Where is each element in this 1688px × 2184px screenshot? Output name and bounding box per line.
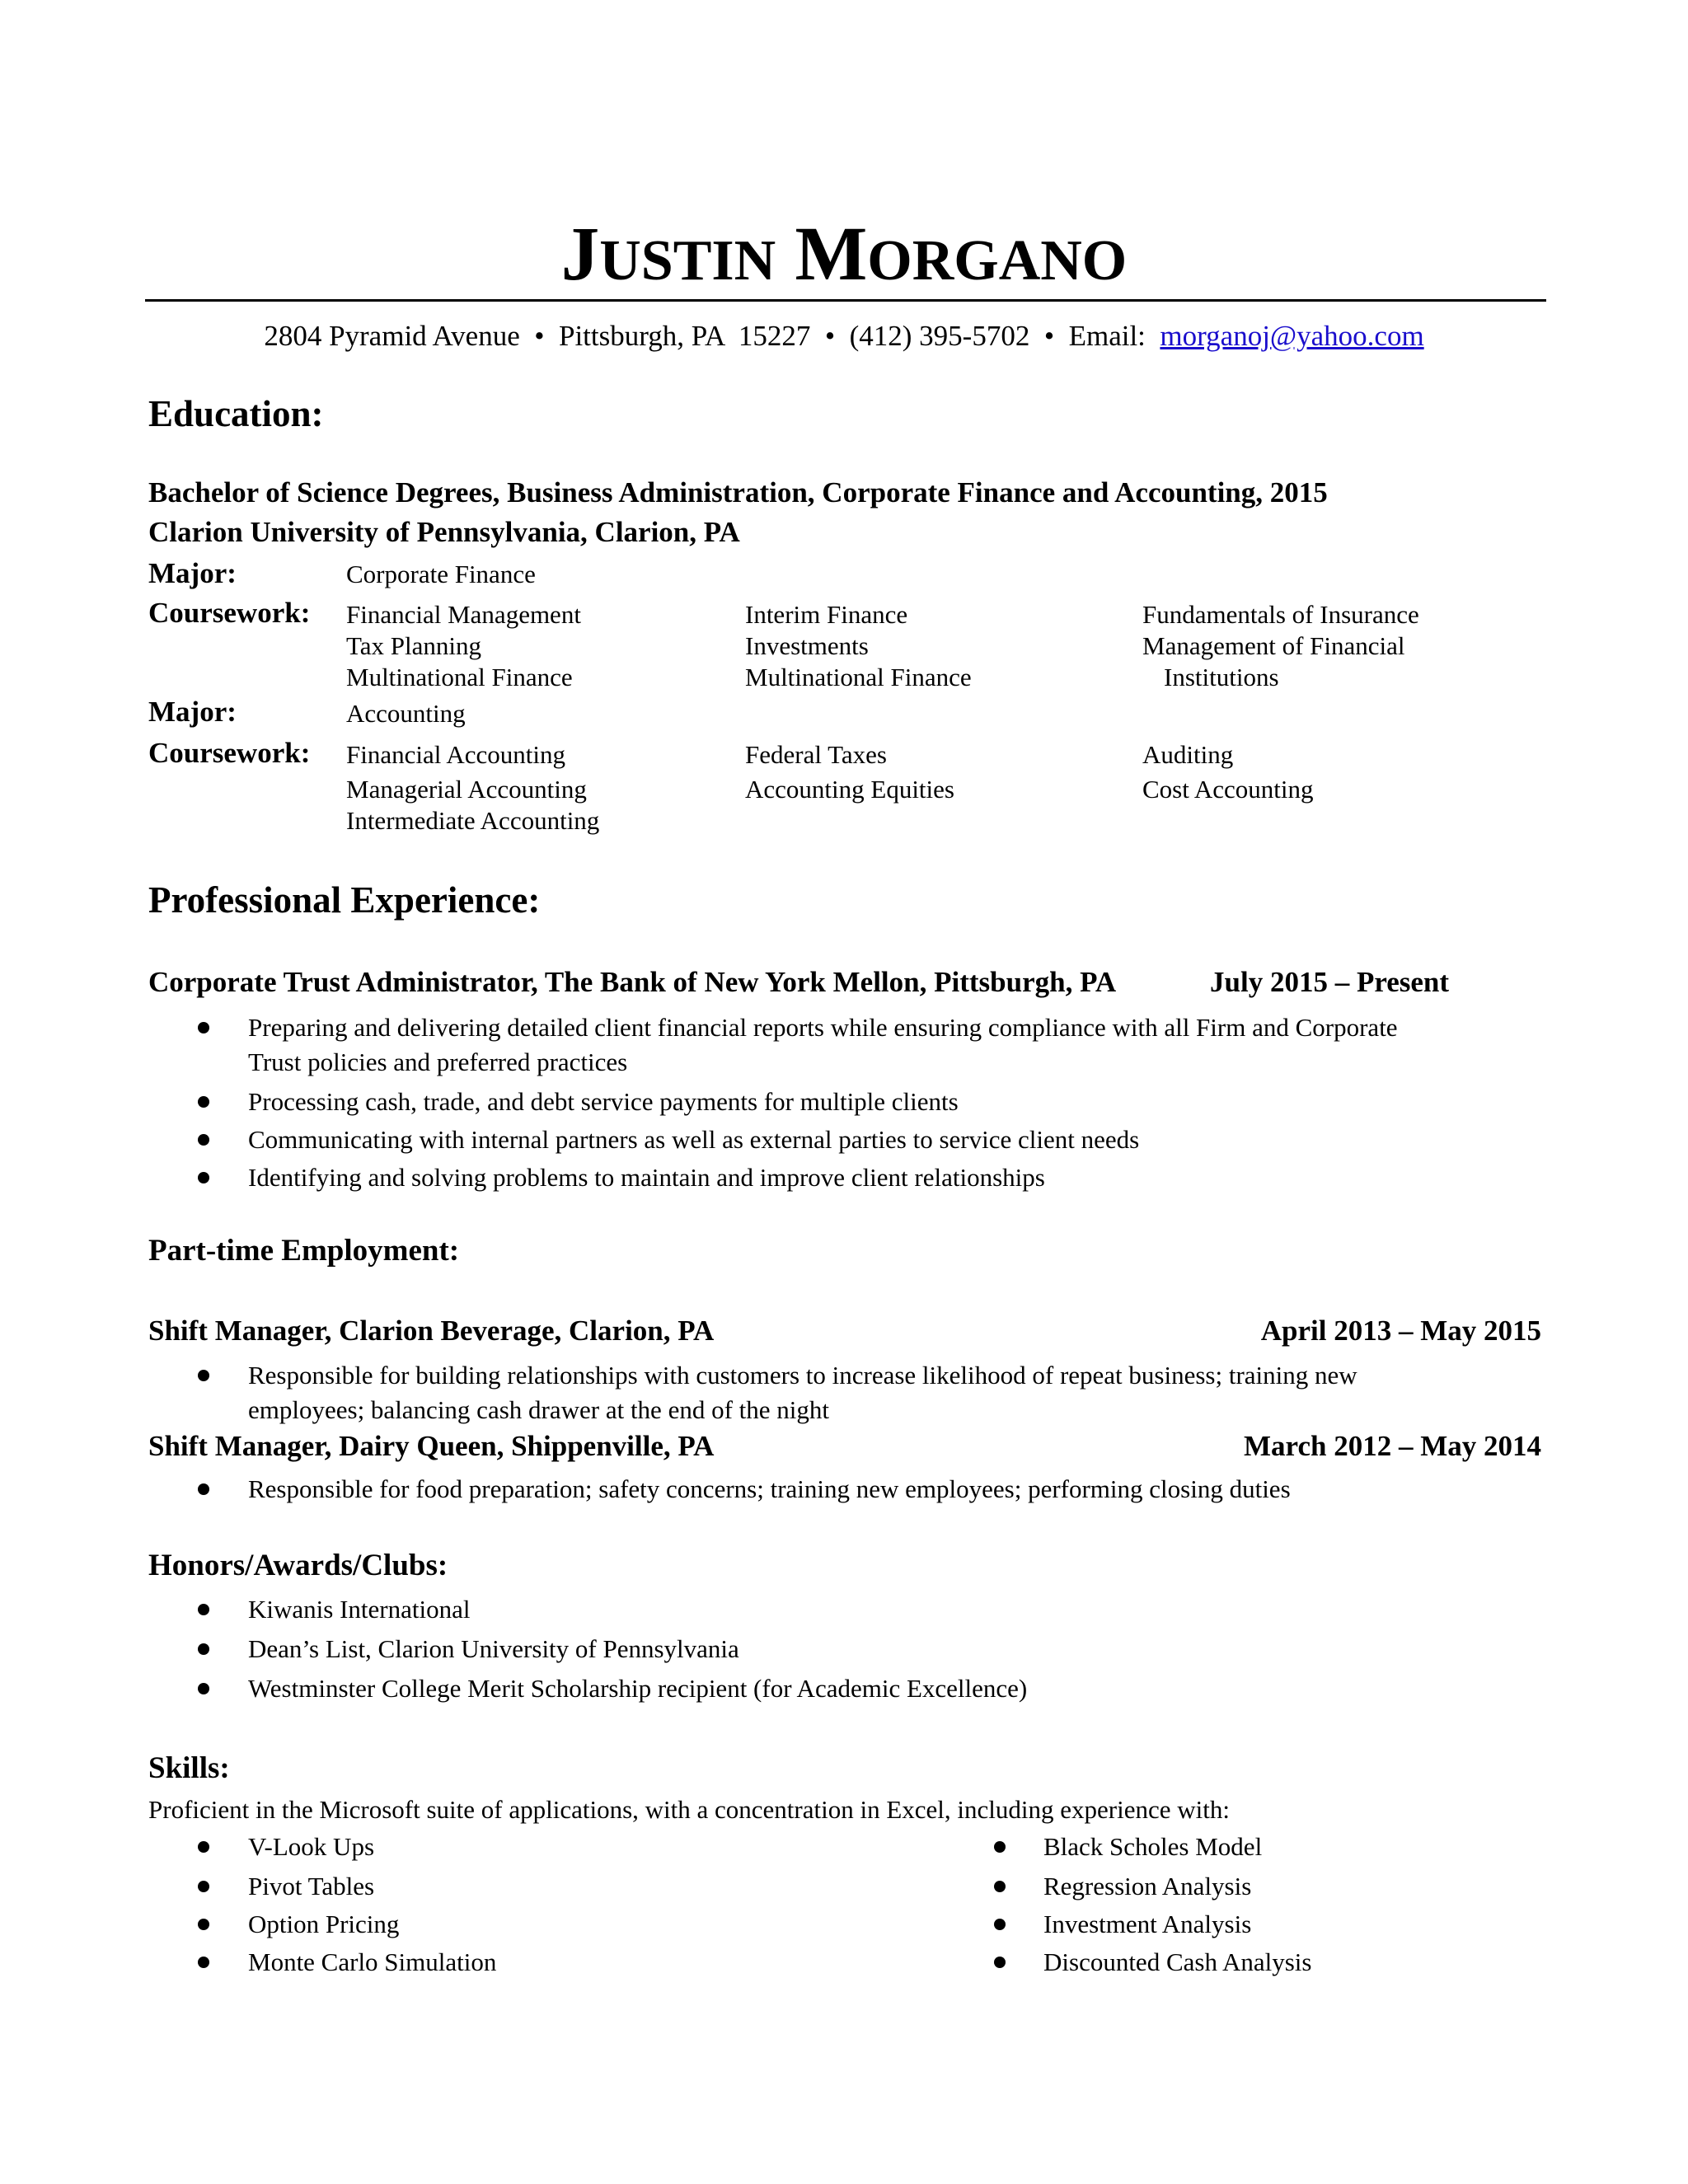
bullet-dot xyxy=(198,1604,209,1615)
name-first-initial: J xyxy=(560,212,600,297)
parttime-job2-bullet: Responsible for food preparation; safety concerns; training new employees; performing closing duties xyxy=(248,1474,1291,1503)
bullet-dot xyxy=(198,1370,209,1381)
name-last-initial: M xyxy=(795,212,868,297)
name-first-rest: USTIN xyxy=(599,229,776,293)
experience-bullet: Identifying and solving problems to maintain and improve client relationships xyxy=(248,1163,1045,1192)
experience-bullet-cont: Trust policies and preferred practices xyxy=(248,1047,628,1076)
bullet-dot xyxy=(198,1841,209,1853)
major-label-1: Major: xyxy=(148,557,237,589)
parttime-job1-bullet: Responsible for building relationships with customers to increase likelihood of repeat business; training new xyxy=(248,1361,1357,1390)
major-label-2: Major: xyxy=(148,696,237,728)
parttime-job1-bullet-cont: employees; balancing cash drawer at the end of the night xyxy=(248,1395,829,1424)
course-item: Auditing xyxy=(1142,740,1234,769)
major-value-2: Accounting xyxy=(346,699,466,728)
name-heading xyxy=(0,212,1688,297)
parttime-job2-dates: March 2012 – May 2014 xyxy=(1244,1430,1541,1462)
email-link[interactable]: morganoj@yahoo.com xyxy=(1160,320,1424,352)
course-item: Institutions xyxy=(1164,663,1279,691)
bullet-dot xyxy=(198,1919,209,1930)
name-last-rest: ORGANO xyxy=(867,229,1128,293)
course-item: Investments xyxy=(745,631,869,660)
skill-item: Investment Analysis xyxy=(1043,1910,1252,1938)
coursework-label-1: Coursework: xyxy=(148,597,311,629)
parttime-job1-dates: April 2013 – May 2015 xyxy=(1260,1315,1541,1347)
parttime-job1-title: Shift Manager, Clarion Beverage, Clarion, PA xyxy=(148,1315,715,1347)
honors-item: Westminster College Merit Scholarship recipient (for Academic Excellence) xyxy=(248,1674,1028,1703)
skill-item: Regression Analysis xyxy=(1043,1872,1252,1900)
degree-line: Bachelor of Science Degrees, Business Administration, Corporate Finance and Accounting, 2015 xyxy=(148,476,1328,509)
contact-text: 2804 Pyramid Avenue • Pittsburgh, PA 15227 • (412) 395-5702 • Email: xyxy=(264,320,1160,352)
course-item: Federal Taxes xyxy=(745,740,887,769)
bullet-dot xyxy=(198,1957,209,1968)
honors-item: Kiwanis International xyxy=(248,1595,471,1624)
experience-bullet: Preparing and delivering detailed client financial reports while ensuring compliance with all Firm and Corporate xyxy=(248,1013,1398,1042)
parttime-job2-title: Shift Manager, Dairy Queen, Shippenville, PA xyxy=(148,1430,715,1462)
course-item: Interim Finance xyxy=(745,600,908,629)
job-dates: July 2015 – Present xyxy=(1210,966,1450,998)
course-item: Intermediate Accounting xyxy=(346,806,600,835)
course-item: Multinational Finance xyxy=(745,663,972,691)
bullet-dot xyxy=(198,1643,209,1655)
bullet-dot xyxy=(994,1919,1006,1930)
skills-intro: Proficient in the Microsoft suite of applications, with a concentration in Excel, including experience with: xyxy=(148,1795,1230,1824)
skill-item: Monte Carlo Simulation xyxy=(248,1947,497,1976)
course-item: Fundamentals of Insurance xyxy=(1142,600,1419,629)
bullet-dot xyxy=(198,1172,209,1183)
course-item: Financial Management xyxy=(346,600,581,629)
bullet-dot xyxy=(198,1134,209,1146)
course-item: Cost Accounting xyxy=(1142,775,1314,804)
course-item: Management of Financial xyxy=(1142,631,1405,660)
course-item: Multinational Finance xyxy=(346,663,573,691)
course-item: Accounting Equities xyxy=(745,775,954,804)
skill-item: V-Look Ups xyxy=(248,1832,375,1861)
experience-bullet: Communicating with internal partners as well as external parties to service client needs xyxy=(248,1125,1140,1154)
honors-item: Dean’s List, Clarion University of Pennsylvania xyxy=(248,1634,739,1663)
honors-heading: Honors/Awards/Clubs: xyxy=(148,1549,448,1582)
education-heading: Education: xyxy=(148,393,324,434)
bullet-dot xyxy=(994,1957,1006,1968)
bullet-dot xyxy=(198,1683,209,1694)
experience-heading: Professional Experience: xyxy=(148,879,541,921)
skill-item: Option Pricing xyxy=(248,1910,400,1938)
job-title: Corporate Trust Administrator, The Bank of New York Mellon, Pittsburgh, PA xyxy=(148,966,1117,998)
coursework-label-2: Coursework: xyxy=(148,737,311,769)
parttime-heading: Part-time Employment: xyxy=(148,1234,460,1268)
school-line: Clarion University of Pennsylvania, Clarion, PA xyxy=(148,516,740,548)
skill-item: Discounted Cash Analysis xyxy=(1043,1947,1312,1976)
bullet-dot xyxy=(198,1022,209,1033)
skills-heading: Skills: xyxy=(148,1751,230,1785)
contact-line xyxy=(0,316,1688,356)
course-item: Tax Planning xyxy=(346,631,482,660)
header-divider xyxy=(145,299,1546,302)
course-item: Financial Accounting xyxy=(346,740,566,769)
experience-bullet: Processing cash, trade, and debt service payments for multiple clients xyxy=(248,1087,959,1116)
bullet-dot xyxy=(198,1483,209,1495)
bullet-dot xyxy=(198,1096,209,1108)
bullet-dot xyxy=(994,1881,1006,1892)
skill-item: Pivot Tables xyxy=(248,1872,375,1900)
skill-item: Black Scholes Model xyxy=(1043,1832,1263,1861)
bullet-dot xyxy=(994,1841,1006,1853)
bullet-dot xyxy=(198,1881,209,1892)
course-item: Managerial Accounting xyxy=(346,775,587,804)
major-value-1: Corporate Finance xyxy=(346,560,536,588)
